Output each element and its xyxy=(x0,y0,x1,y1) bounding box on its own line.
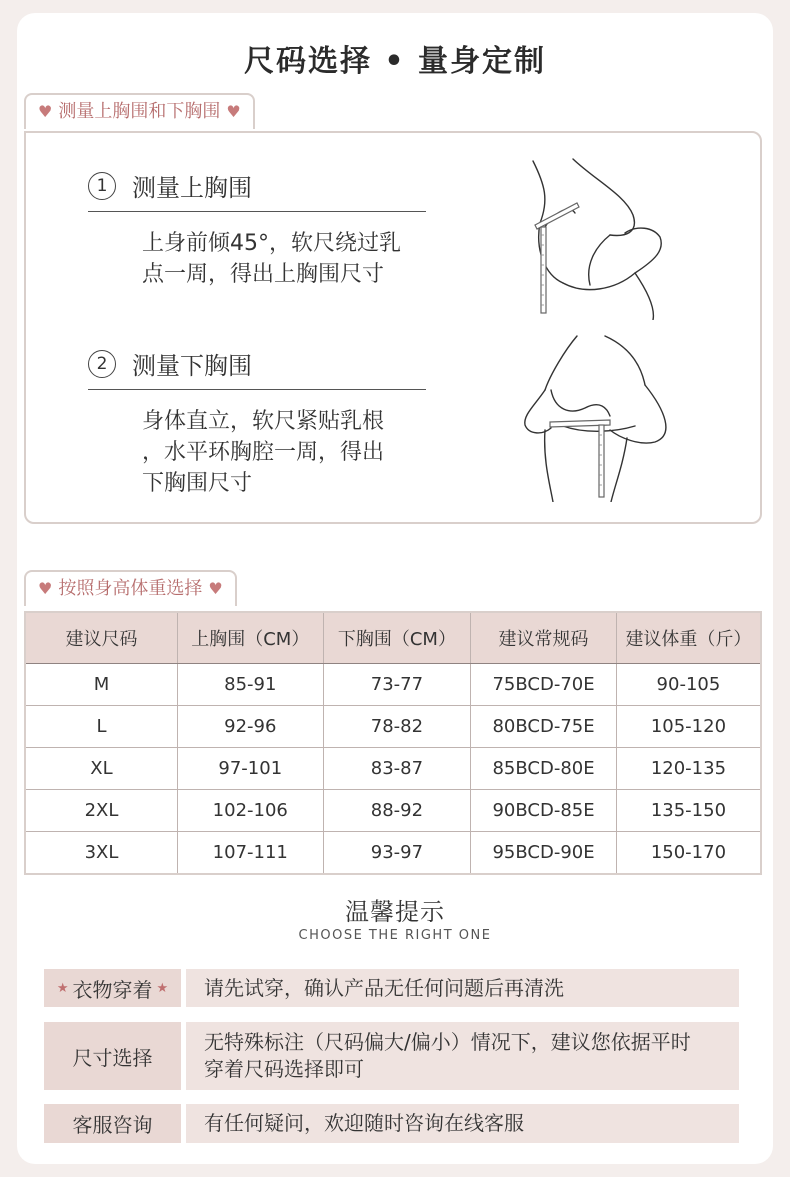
measure-tag-label: 测量上胸围和下胸围 xyxy=(58,101,221,122)
step-description xyxy=(142,406,426,499)
table-cell: 150-170 xyxy=(650,842,727,863)
tips-title: 温馨提示 xyxy=(345,898,445,926)
heart-icon: ♥ xyxy=(226,102,241,121)
step-desc-line: 点一周，得出上胸围尺寸 xyxy=(142,262,385,287)
table-cell: 107-111 xyxy=(177,832,323,875)
step-desc-line: ，水平环胸腔一周，得出 xyxy=(142,440,385,465)
col-header-size: 建议尺码 xyxy=(25,612,177,664)
tip-label xyxy=(44,969,181,1007)
size-table xyxy=(24,611,762,875)
table-row xyxy=(25,748,761,790)
table-cell: 95BCD-90E xyxy=(471,832,617,875)
upper-bust-illustration xyxy=(515,155,675,320)
table-cell: 135-150 xyxy=(616,790,761,832)
step-number: 2 xyxy=(88,350,116,378)
step-title: 测量上胸围 xyxy=(132,174,252,202)
tip-row-size xyxy=(44,1022,739,1090)
under-bust-illustration xyxy=(515,330,675,502)
tip-text-line: 无特殊标注（尺码偏大/偏小）情况下，建议您依据平时 xyxy=(204,1030,691,1054)
tip-label-text: 衣物穿着 xyxy=(72,977,153,1002)
table-cell: 88-92 xyxy=(323,790,471,832)
tip-text xyxy=(186,1022,739,1090)
table-cell: 93-97 xyxy=(323,832,471,875)
step-upper-bust xyxy=(88,168,426,290)
tip-row-service xyxy=(44,1104,739,1143)
col-header-upper-bust: 上胸围（CM） xyxy=(177,612,323,664)
col-header-weight: 建议体重（斤） xyxy=(616,612,761,664)
star-icon: ★ xyxy=(156,980,169,996)
tip-text: 请先试穿，确认产品无任何问题后再清洗 xyxy=(186,969,739,1007)
table-row xyxy=(25,790,761,832)
col-header-under-bust: 下胸围（CM） xyxy=(323,612,471,664)
step-desc-line: 下胸围尺寸 xyxy=(142,471,253,496)
table-cell: 80BCD-75E xyxy=(471,706,617,748)
table-cell: 2XL xyxy=(25,790,177,832)
tip-label: 客服咨询 xyxy=(44,1104,181,1143)
table-cell: 73-77 xyxy=(323,664,471,706)
tips-subtitle: CHOOSE THE RIGHT ONE xyxy=(298,928,492,943)
table-cell: 102-106 xyxy=(177,790,323,832)
table-cell: 85BCD-80E xyxy=(471,748,617,790)
table-row xyxy=(25,832,761,875)
table-row xyxy=(25,664,761,706)
star-icon: ★ xyxy=(56,980,69,996)
step-number: 1 xyxy=(88,172,116,200)
step-desc-line: 上身前倾45°，软尺绕过乳 xyxy=(142,231,401,256)
table-cell: 83-87 xyxy=(323,748,471,790)
table-cell: 3XL xyxy=(25,832,177,875)
table-header-row xyxy=(25,612,761,664)
step-header xyxy=(88,168,426,212)
step-title: 测量下胸围 xyxy=(132,352,252,380)
table-cell: 85-91 xyxy=(177,664,323,706)
step-description xyxy=(142,228,426,290)
table-cell: 75BCD-70E xyxy=(471,664,617,706)
table-tag-label: 按照身高体重选择 xyxy=(58,578,203,599)
table-cell: 90-105 xyxy=(616,664,761,706)
table-cell: 105-120 xyxy=(616,706,761,748)
table-row xyxy=(25,706,761,748)
heart-icon: ♥ xyxy=(208,579,223,598)
measure-section-tag xyxy=(24,93,255,129)
table-cell: XL xyxy=(25,748,177,790)
table-section-tag xyxy=(24,570,237,606)
step-under-bust xyxy=(88,346,426,499)
col-header-regular-size: 建议常规码 xyxy=(471,612,617,664)
heart-icon: ♥ xyxy=(38,102,53,121)
table-cell: M xyxy=(25,664,177,706)
table-cell: L xyxy=(25,706,177,748)
tip-row-wearing xyxy=(44,969,739,1007)
step-header xyxy=(88,346,426,390)
tip-text: 有任何疑问，欢迎随时咨询在线客服 xyxy=(186,1104,739,1143)
heart-icon: ♥ xyxy=(38,579,53,598)
table-cell: 92-96 xyxy=(177,706,323,748)
table-cell: 90BCD-85E xyxy=(471,790,617,832)
page-title: 尺码选择 • 量身定制 xyxy=(243,44,547,79)
table-cell: 78-82 xyxy=(323,706,471,748)
table-cell: 97-101 xyxy=(177,748,323,790)
step-desc-line: 身体直立，软尺紧贴乳根 xyxy=(142,409,385,434)
tip-text-line: 穿着尺码选择即可 xyxy=(204,1057,364,1081)
tip-label: 尺寸选择 xyxy=(44,1022,181,1090)
table-cell: 120-135 xyxy=(616,748,761,790)
